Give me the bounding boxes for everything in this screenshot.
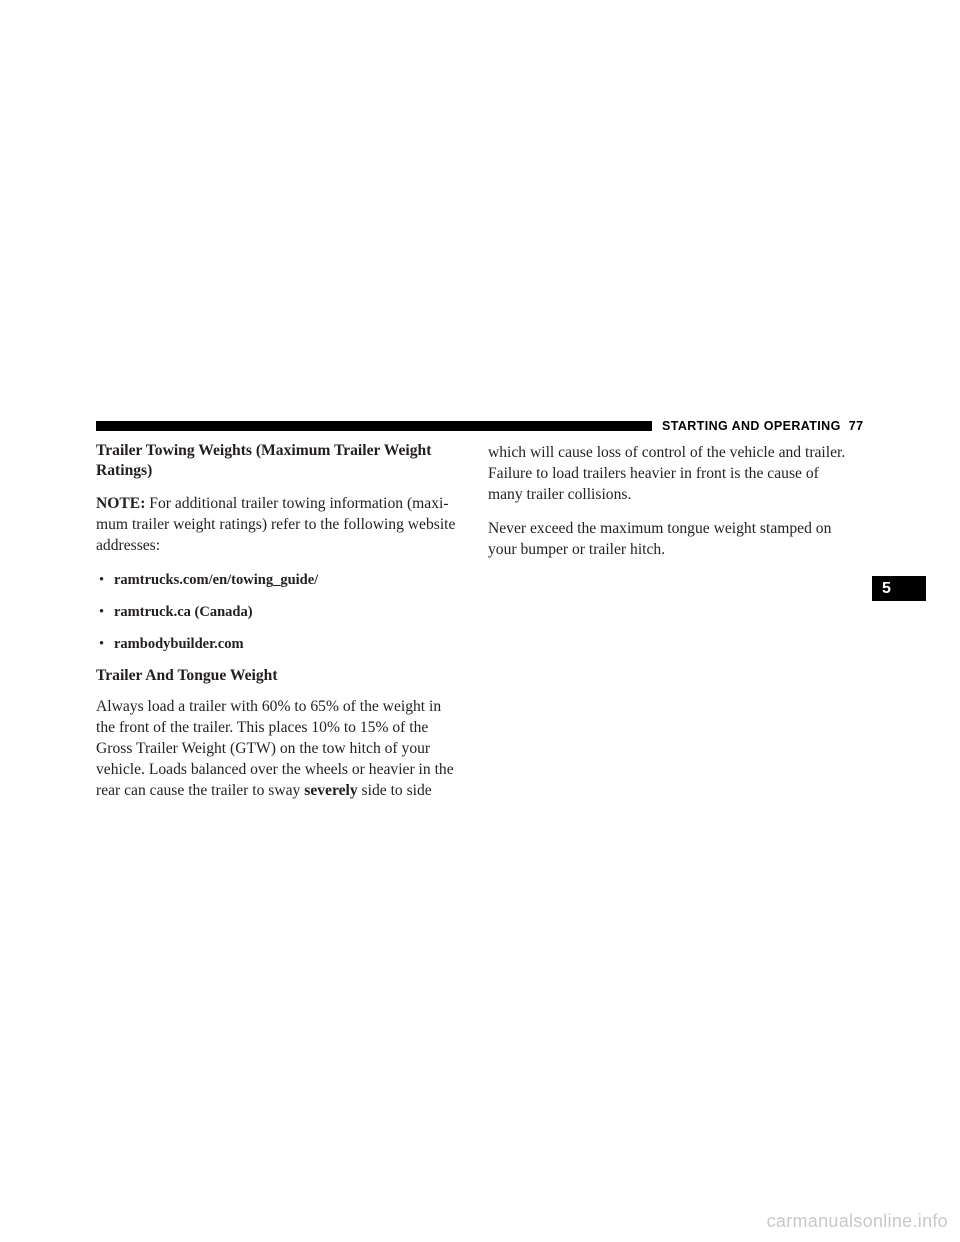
note-label: NOTE: [96, 495, 146, 512]
heading-trailer-towing-weights: Trailer Towing Weights (Maximum Trailer Weight Ratings) [96, 442, 432, 479]
header-rule [96, 421, 652, 431]
continued-paragraph: which will cause loss of control of the vehicle and trailer. Failure to load trailers heavier in front is the cause of many trailer collisions. [488, 444, 846, 503]
note-paragraph: NOTE: For additional trailer towing information (maxi- mum trailer weight ratings) refer to the following website addresses: [96, 495, 456, 554]
tongue-weight-paragraph: Always load a trailer with 60% to 65% of the weight in the front of the trailer. This places 10% to 15% of the Gross Trailer Weight (GTW) on the tow hitch of your vehicle. Loads balanced over the wheels or heavier in the rear can cause the trailer to sway severely side to side [96, 698, 454, 799]
watermark: carmanualsonline.info [766, 1211, 948, 1231]
running-header [662, 418, 863, 434]
bullet-icon: • [99, 604, 105, 620]
left-column [96, 441, 468, 801]
right-column [488, 441, 860, 560]
website-list [96, 570, 468, 654]
bullet-icon: • [99, 636, 105, 652]
page-number: 77 [848, 419, 864, 433]
list-item: • rambodybuilder.com [99, 636, 244, 652]
emphasis-severely: severely [304, 782, 358, 799]
tongue-weight-warning-paragraph: Never exceed the maximum tongue weight stamped on your bumper or trailer hitch. [488, 520, 832, 558]
heading-trailer-tongue-weight: Trailer And Tongue Weight [96, 667, 278, 684]
section-title: STARTING AND OPERATING [662, 419, 841, 433]
bullet-icon: • [99, 572, 105, 588]
list-item: • ramtruck.ca (Canada) [99, 604, 253, 620]
section-tab[interactable]: 5 [872, 576, 926, 601]
list-item: • ramtrucks.com/en/towing_guide/ [99, 572, 319, 588]
